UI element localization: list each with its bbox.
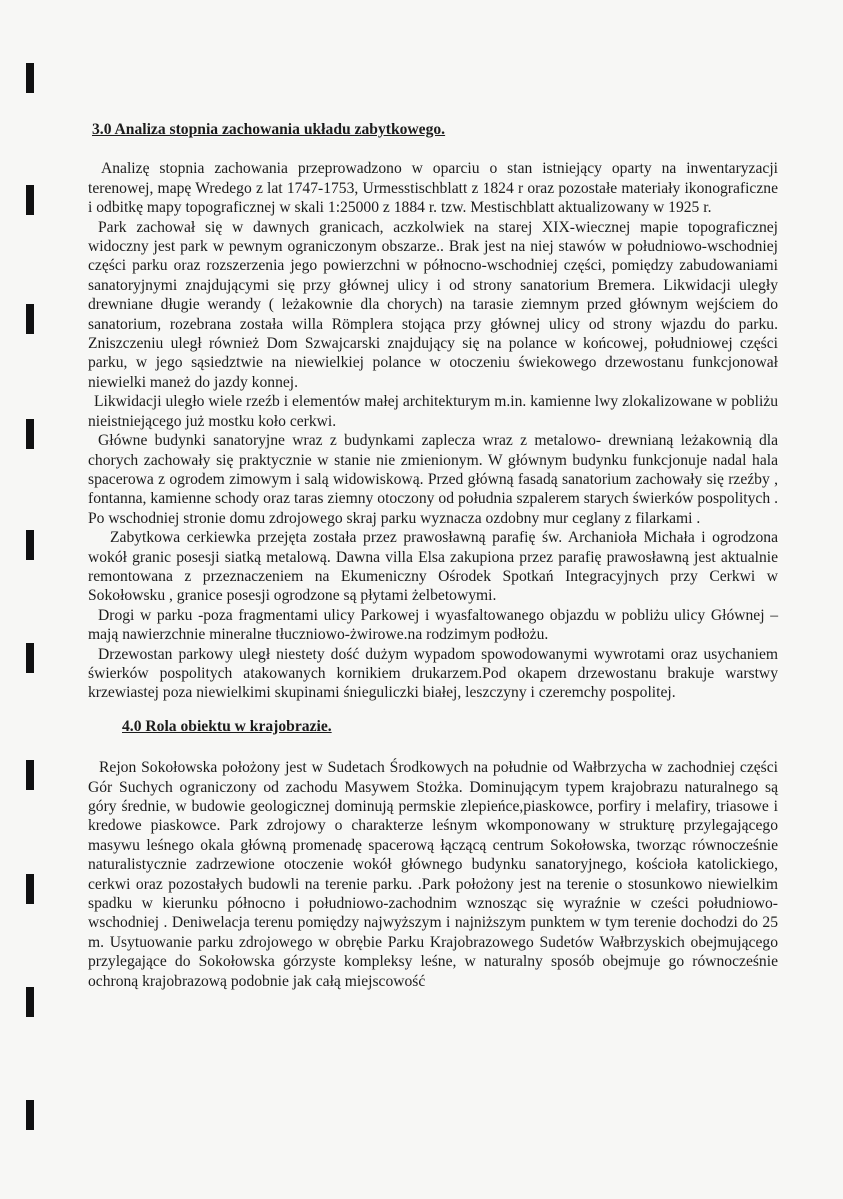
paragraph: Park zachował się w dawnych granicach, aczkolwiek na starej XIX-wiecznej mapie topograficznej widoczny jest park w pewnym ograniczonym obszarze.. Brak jest na niej stawów w południowo-wschodniej części parku oraz rozszerzenia jego powierzchni w północno-wschodniej części, pomiędzy zabudowaniami sanatoryjnymi znajdującymi się przy głównej ulicy i od strony sanatorium Bremera. Likwidacji uległy drewniane długie werandy ( leżakownie dla chorych) na tarasie ziemnym przed głównym wejściem do sanatorium, rozebrana została willa Römplera stojąca przy głównej ulicy od strony wjazdu do parku. Zniszczeniu uległ również Dom Szwajcarski znajdujący się na polance w końcowej, południowej części parku, w jego sąsiedztwie na niewielkiej polance w otoczeniu świekowego drzewostanu funkcjonował niewielki maneż do jazdy konnej. — [88, 218, 778, 391]
paragraph: Drogi w parku -poza fragmentami ulicy Parkowej i wyasfaltowanego objazdu w pobliżu ulicy Głównej –mają nawierzchnie mineralne tłuczniowo-żwirowe.na rodzimym podłożu. — [88, 606, 778, 644]
paragraph: Zabytkowa cerkiewka przejęta została przez prawosławną parafię św. Archanioła Michała i ogrodzona wokół granic posesji siatką metalową. Dawna villa Elsa zakupiona przez parafię prawosławną jest aktualnie remontowana z przeznaczeniem na Ekumeniczny Ośrodek Spotkań Integracyjnych przy Cerkwi w Sokołowsku , granice posesji ogrodzone są płytami żelbetowymi. — [88, 529, 778, 605]
binder-hole-mark — [26, 530, 34, 560]
paragraph: Główne budynki sanatoryjne wraz z budynkami zaplecza wraz z metalowo- drewnianą leżakownią dla chorych zachowały się praktycznie w stanie nie zmienionym. W głównym budynku funkcjonuje nadal hala spacerowa z ogrodem zimowym i salą widowiskową. Przed główną fasadą sanatorium zachowały się rzeźby , fontanna, kamienne schody oraz taras ziemny otoczony od południa szpalerem starych świerków pospolitych . Po wschodniej stronie domu zdrojowego skraj parku wyznacza ozdobny mur ceglany z filarkami . — [88, 432, 778, 527]
binder-hole-mark — [26, 63, 34, 93]
document-body — [88, 120, 778, 991]
binder-hole-mark — [26, 304, 34, 334]
binder-hole-mark — [26, 760, 34, 790]
paragraph: Analizę stopnia zachowania przeprowadzono w oparciu o stan istniejący oparty na inwentaryzacji terenowej, mapę Wredego z lat 1747-1753, Urmesstischblatt z 1824 r oraz pozostałe materiały ikonograficzne i odbitkę mapy topograficznej w skali 1:25000 z 1884 r. tzw. Mestischblatt aktualizowany w 1925 r. — [88, 160, 778, 217]
binder-hole-mark — [26, 874, 34, 904]
binder-hole-mark — [26, 419, 34, 449]
paragraph: Likwidacji uległo wiele rzeźb i elementów małej architekturym m.in. kamienne lwy zlokalizowane w pobliżu nieistniejącego już mostku koło cerkwi. — [88, 393, 778, 430]
binder-hole-mark — [26, 185, 34, 215]
section-heading: 4.0 Rola obiektu w krajobrazie. — [122, 717, 332, 735]
binder-hole-mark — [26, 1100, 34, 1130]
paragraph: Rejon Sokołowska położony jest w Sudetach Środkowych na południe od Wałbrzycha w zachodniej części Gór Suchych ograniczony od zachodu Masywem Stożka. Dominującym typem krajobrazu naturalnego są góry średnie, w budowie geologicznej dominują permskie zlepieńce,piaskowce, porfiry i melafiry, triasowe i kredowe piaskowce. Park zdrojowy o charakterze leśnym wkomponowany w strukturę przylegającego masywu leśnego okala główną promenadę spacerową łączącą centrum Sokołowska, tworząc równocześnie naturalistycznie zadrzewione otoczenie wokół głównego budynku sanatoryjnego, kościoła katolickiego, cerkwi oraz pozostałych budowli na terenie parku. .Park położony jest na terenie o stosunkowo niewielkim spadku w kierunku północno i południowo-zachodnim wznosząc się wyraźnie w cześci południowo-wschodniej . Deniwelacja terenu pomiędzy najwyższym i najniższym punktem w tym terenie dochodzi do 25 m. Usytuowanie parku zdrojowego w obrębie Parku Krajobrazowego Sudetów Wałbrzyskich obejmującego przylegające do Sokołowska górzyste kompleksy leśne, w naturalny sposób obejmuje go równocześnie ochroną krajobrazową podobnie jak całą miejscowość — [88, 759, 778, 990]
binder-hole-mark — [26, 987, 34, 1017]
section-heading: 3.0 Analiza stopnia zachowania układu zabytkowego. — [92, 121, 446, 138]
binder-hole-mark — [26, 643, 34, 673]
paragraph: Drzewostan parkowy uległ niestety dość dużym wypadom spowodowanymi wywrotami oraz usychaniem świerków pospolitych atakowanych kornikiem drukarzem.Pod okapem drzewostanu brakuje warstwy krzewiastej poza niewielkimi skupinami śnieguliczki białej, leszczyny i czeremchy pospolitej. — [88, 645, 778, 702]
